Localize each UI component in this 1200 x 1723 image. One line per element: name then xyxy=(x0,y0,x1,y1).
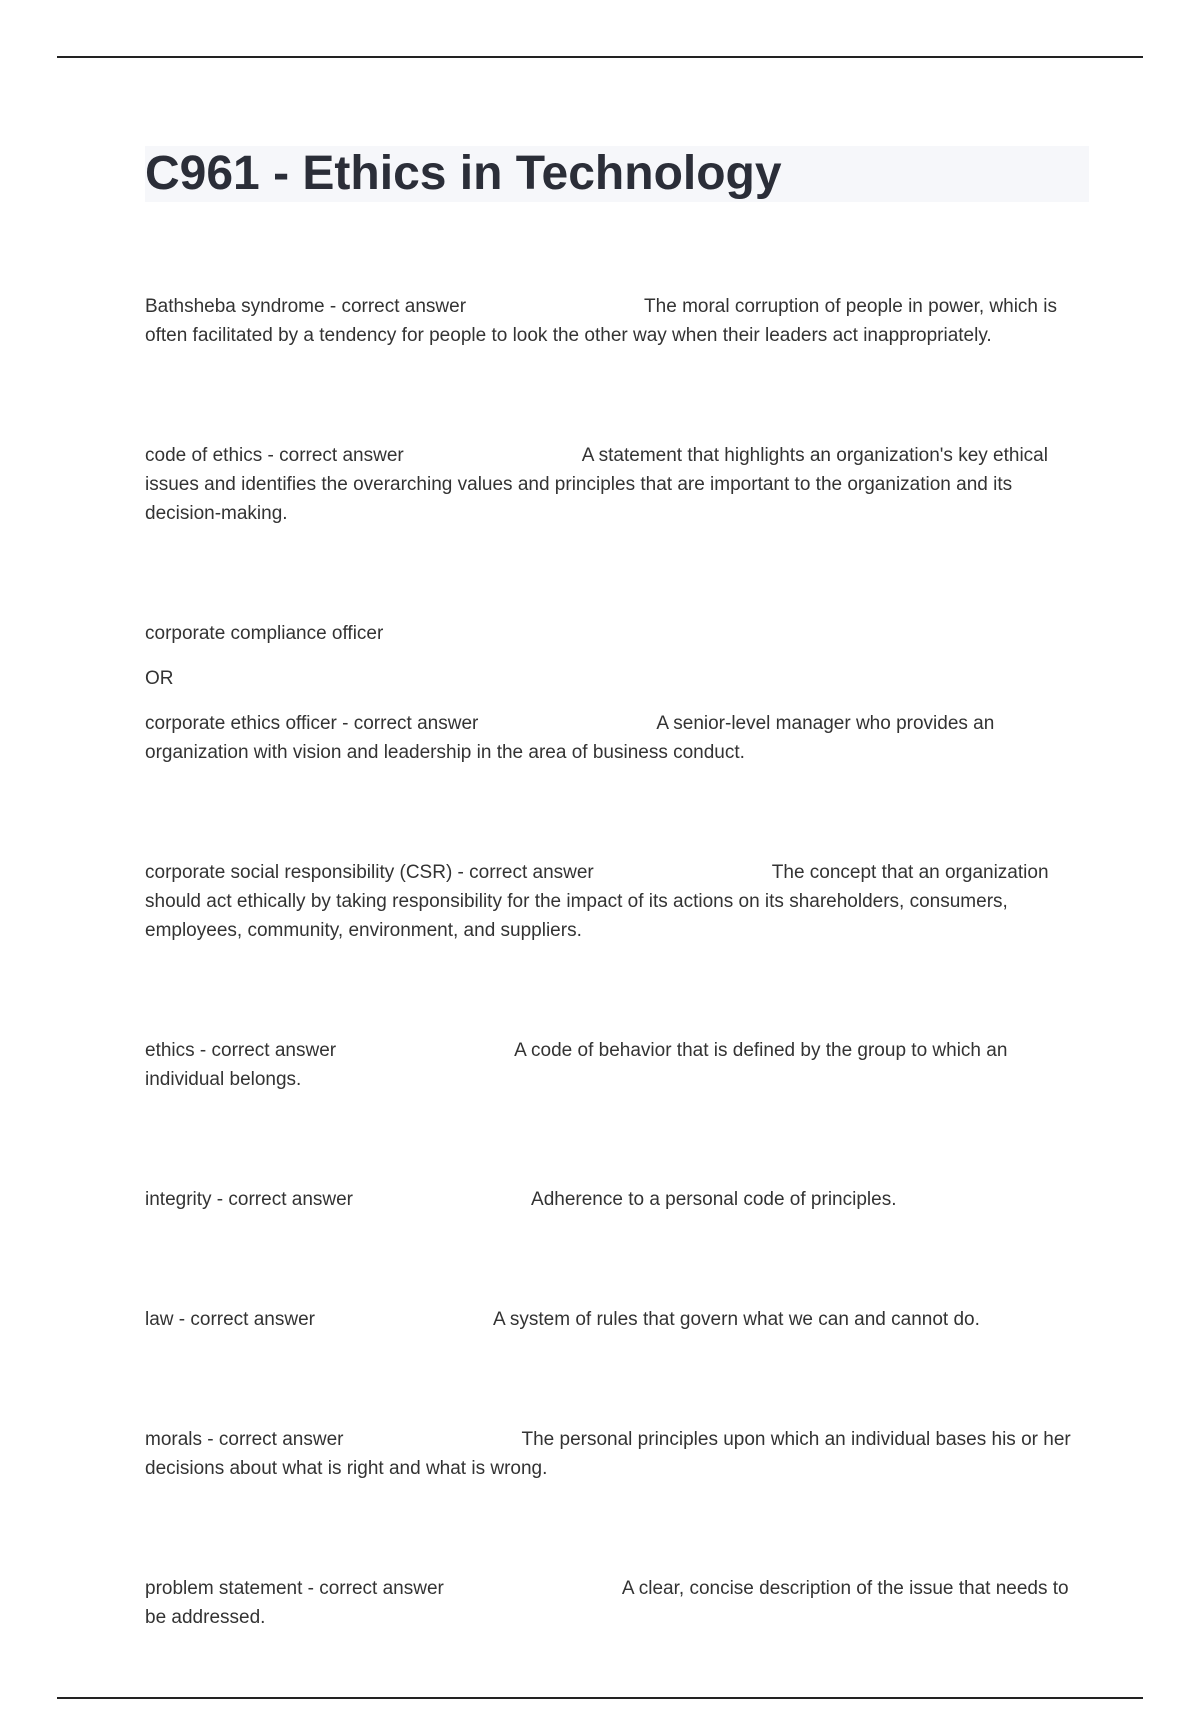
entry-definition: The moral corruption of people in power, which is often facilitated by a tendency for people to look the other way when their leaders act inappropriately. xyxy=(145,296,1057,346)
or-separator: OR xyxy=(145,668,174,689)
entry-definition: A code of behavior that is defined by the group to which an individual belongs. xyxy=(145,1040,1008,1090)
entry-morals xyxy=(145,1425,1090,1483)
entry-definition: A statement that highlights an organization's key ethical issues and identifies the overarching values and principles that are important to the organization and its decision-making. xyxy=(145,445,1048,524)
entry-term: integrity - correct answer xyxy=(145,1189,354,1210)
entry-term: code of ethics - correct answer xyxy=(145,445,404,466)
entry-definition: The concept that an organization should act ethically by taking responsibility for the impact of its actions on its shareholders, consumers, employees, community, environment, and suppliers. xyxy=(145,862,1049,941)
top-rule xyxy=(57,56,1143,58)
entry-definition: The personal principles upon which an individual bases his or her decisions about what is right and what is wrong. xyxy=(145,1429,1071,1479)
entry-term: corporate ethics officer - correct answer xyxy=(145,713,479,734)
title-banner xyxy=(145,146,1089,202)
entry-term: ethics - correct answer xyxy=(145,1040,337,1061)
entry-ethics xyxy=(145,1036,1090,1094)
entry-term: law - correct answer xyxy=(145,1309,315,1330)
entry-code-of-ethics xyxy=(145,441,1090,528)
entry-definition: A senior-level manager who provides an organization with vision and leadership in the area of business conduct. xyxy=(145,713,995,763)
entry-definition: A system of rules that govern what we can and cannot do. xyxy=(493,1309,980,1330)
entry-body xyxy=(145,709,1090,767)
entry-corporate-ethics-officer xyxy=(145,619,1090,767)
entry-definition: Adherence to a personal code of principles. xyxy=(531,1189,897,1210)
entry-integrity xyxy=(145,1185,1090,1214)
entry-bathsheba-syndrome xyxy=(145,292,1090,350)
entry-definition: A clear, concise description of the issue that needs to be addressed. xyxy=(145,1578,1069,1628)
entry-term: morals - correct answer xyxy=(145,1429,344,1450)
entry-alt-term: corporate compliance officer xyxy=(145,623,384,644)
entry-term: problem statement - correct answer xyxy=(145,1578,444,1599)
entry-term: corporate social responsibility (CSR) - correct answer xyxy=(145,862,594,883)
entry-law xyxy=(145,1305,1090,1334)
entry-term: Bathsheba syndrome - correct answer xyxy=(145,296,467,317)
entry-problem-statement xyxy=(145,1574,1090,1632)
bottom-rule xyxy=(57,1697,1143,1699)
entry-corporate-social-responsibility xyxy=(145,858,1090,945)
page-title: C961 - Ethics in Technology xyxy=(145,147,782,200)
flashcard-list xyxy=(145,292,1090,1723)
